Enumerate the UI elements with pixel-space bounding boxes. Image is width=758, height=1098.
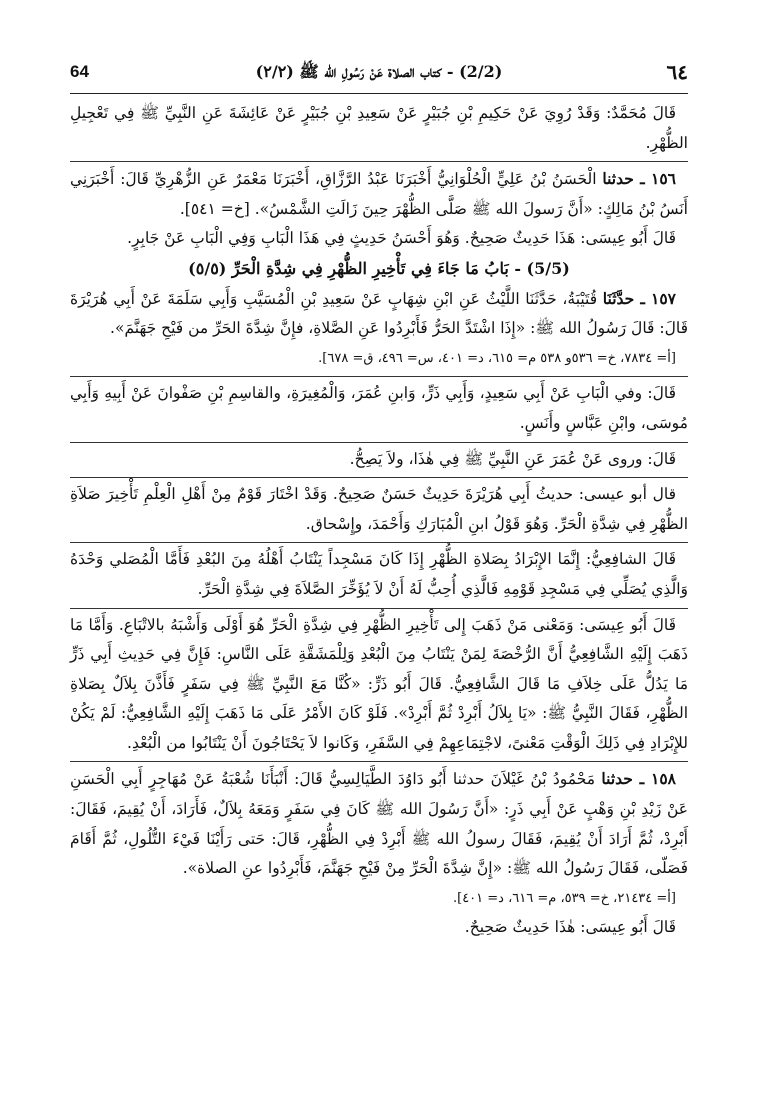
abu-isa-comment-158: قَالَ أَبُو عِيسَى: هٰذَا حَدِيثٌ صَحِيحٌ.: [464, 918, 676, 937]
paragraph-abu-isa-3: قَالَ أَبُو عِيسَى: وَمَعْنى مَنْ ذَهَبَ إِلى تَأْخِيرِ الظُّهْرِ فِي شِدَّةِ الْحَرِّ هُوَ أَوْلَى وَأَشْبَهُ بالاتْبَاعِ. وَأَمَّا مَا ذَهَبَ إِلَيْهِ الشَّافِعِيُّ أَنَّ الرُّخْصَةَ لِمَنْ يَنْتَابُ مِنَ الْبُعْدِ وَلِلْمَشَقَّةِ عَلَى النَّاسِ: فَإِنَّ فِي حَدِيثِ أَبِي ذَرٍّ مَا يَدُلُّ عَلَى خِلاَفِ مَا قَالَ الشَّافِعِيُّ. قَالَ أَبُو ذَرٍّ: «كُنَّا مَعَ النَّبِيِّ ﷺ فِي سَفَرٍ فَأَذَّنَ بِلاَلٌ بِصَلاةِ الظُّهْرِ، فَقَالَ النَّبِيُّ ﷺ: «يَا بِلاَلُ أَبْرِدْ ثُمَّ أَبْرِدْ». فَلَوْ كَانَ الأَمْرُ عَلَى مَا ذَهَبَ إِلَيْهِ الشَّافِعِيُّ: لَمْ يَكُنْ للإِبْرَادِ فِي ذَلِكَ الْوَقْتِ مَعْنىً، لاجْتِمَاعِهِمْ فِي السَّفَرِ، وَكَانوا لاَ يَحْتَاجُونَ أَنْ يَنْتَابُوا من الْبُعْدِ.: [70, 615, 688, 752]
reference-157: [أ= ٧٨٣٤، خ= ٥٣٦و ٥٣٨ م= ٦١٥، د= ٤٠١، س= ٤٩٦، ق= ٦٧٨].: [318, 350, 676, 366]
running-header: [70, 52, 688, 92]
abu-isa-comment-156: قَالَ أَبُو عِيسَى: هَذَا حَدِيثٌ صَحِيحٌ. وَهُوَ أَحْسَنُ حَدِيثٍ فِي هَذَا الْبَابِ وَفِي الْبَابِ عَنْ جَابِرٍ.: [127, 229, 676, 248]
divider: [70, 477, 688, 478]
paragraph-abu-isa-2: قال أبو عيسى: حديثُ أَبِي هُرَيْرَةَ حَدِيثٌ حَسَنٌ صَحِيحٌ. وَقَدْ اخْتَارَ قَوْمٌ مِنْ أَهْلِ الْعِلْمِ تَأْخِيرَ صَلاَةِ الظُّهْرِ فِي شِدَّةِ الْحَرِّ. وَهُوَ قَوْلُ ابنِ الْمُبَارَكِ وَأَحْمَدَ، وإِسْحاق.: [70, 485, 688, 533]
paragraph-muhammad: قَالَ مُحَمَّدٌ: وَقَدْ رُوِيَ عَنْ حَكِيمِ بْنِ جُبَيْرٍ عَنْ سَعِيدِ بْنِ جُبَيْرٍ عَنْ عَائِشَةَ عَنِ النَّبِيِّ ﷺ فِي تَعْجِيلِ الظُّهْرِ.: [70, 104, 688, 152]
header-rule: [70, 93, 688, 94]
hadith-158-text: مَحْمُودُ بْنُ غَيْلاَنَ حدثنا أَبُو دَاوُدَ الطَّيَالِسِيُّ قَالَ: أَنْبَأَنَا شُعْبَةُ عَنْ مُهَاجِرٍ أَبِي الْحَسَنِ عَنْ زَيْدِ بْنِ وَهْبٍ عَنْ أَبِي ذَرٍ: «أَنَّ رَسُولَ الله ﷺ كَانَ فِي سَفَرٍ وَمَعَهُ بِلاَلٌ، فَأَرَادَ، أَنْ يُقِيمَ، فَقَالَ: أَبْرِدْ، ثُمَّ أَرَادَ أَنْ يُقِيمَ، فَقَالَ رسولُ الله ﷺ أَبْرِدْ فِي الظُّهْرِ، قَالَ: حَتى رَأَيْنَا فَيْءَ التُّلُولِ، ثُمَّ أَقَامَ فَصَلّى، فَقَالَ رَسُولُ الله ﷺ: «إِنَّ شِدَّةَ الْحَرِّ مِنْ فَيْحِ جَهَنَّمَ، فَأَبْرِدُوا عنِ الصلاة».: [70, 770, 688, 878]
page-body: [70, 99, 688, 943]
hadith-156-number: ١٥٦ ـ حدثنا: [602, 169, 676, 189]
hadith-158: [70, 764, 688, 883]
page-number-arabic: ٦٤: [666, 60, 688, 84]
paragraph-bab: قَالَ: وفي الْبَابِ عَنْ أَبِي سَعِيدٍ، وَأَبِي ذَرٍّ، وَابنِ عُمَرَ، وَالْمُغِيرَةِ، والقاسِمِ بْنِ صَفْوانَ عَنْ أَبِيهِ وَأَبِي مُوسَى، وابْنِ عَبَّاسٍ وأَنَسٍ.: [70, 384, 688, 432]
hadith-156: [70, 164, 688, 224]
paragraph-shafii: قَالَ الشافِعِيُّ: إِنَّمَا الإِبْرَادُ بِصَلاةِ الظُّهْرِ إِذَا كَانَ مَسْجِداً يَنْتَابُ أَهْلُهُ مِنَ البُعْدِ فَأَمَّا الْمُصَلي وَحْدَهُ وَالَّذِي يُصَلِّي فِي مَسْجِدِ قَوْمِهِ فَالَّذِي أُحِبُّ لَهُ أَنْ لاَ يُؤَخِّرَ الصَّلاَةَ فِي شِدَّةِ الْحَرِّ.: [70, 550, 688, 598]
hadith-157-text: قُتَيْبَةُ، حَدَّثَنَا اللَّيْثُ عَنِ ابْنِ شِهَابٍ عَنْ سَعِيدِ بْنِ الْمُسَيَّبِ وَأَبِي سَلَمَةَ عَنْ أَبِي هُرَيْرَةَ قَالَ: قَالَ رَسُولُ الله ﷺ: «إِذَا اشْتَدَّ الحَرُّ فَأَبْرِدُوا عَنِ الصَّلاةِ، فإِنَّ شِدَّةَ الحَرِّ من فَيْحِ جَهَنَّمَ».: [70, 289, 688, 338]
hadith-157: [70, 284, 688, 344]
reference-158: [أ= ٢١٤٣٤، خ= ٥٣٩، م= ٦١٦، د= ٤٠١].: [452, 890, 676, 906]
divider: [70, 608, 688, 609]
paragraph-umar: قَالَ: وروى عَنْ عُمَرَ عَنِ النَّبِيِّ ﷺ فِي هٰذَا، ولاَ يَصِحُّ.: [349, 449, 676, 468]
divider: [70, 542, 688, 543]
divider: [70, 376, 688, 377]
divider: [70, 761, 688, 762]
divider: [70, 161, 688, 162]
hadith-158-number: ١٥٨ ـ حدثنا: [601, 769, 676, 789]
divider: [70, 442, 688, 443]
page-number-latin: 64: [70, 62, 89, 81]
hadith-157-number: ١٥٧ ـ حدَّثَنَا: [602, 288, 676, 308]
header-title: (2/2) - كتاب الصلاة عَنْ رَسُولِ الله ﷺ (٢/٢): [255, 62, 503, 81]
chapter-heading: (5/5) - بَابُ مَا جَاءَ فِي تَأْخِيرِ الظُّهْرِ فِي شِدَّةِ الْحَرِّ (٥/٥): [188, 258, 570, 278]
hadith-156-text: الْحَسَنُ بْنُ عَلِيٍّ الْحُلْوَانِيُّ أَخْبَرَنَا عَبْدُ الرَّزَّاقِ، أَخْبَرَنَا مَعْمَرٌ عَنِ الزُّهْرِيِّ قَالَ: أَخْبَرَنِي أَنَسُ بْنُ مَالِكٍ: «أَنَّ رَسولَ الله ﷺ صَلَّى الظُّهْرَ حِينَ زَالَتِ الشَّمْسُ». [خ= ٥٤١].: [70, 170, 688, 218]
